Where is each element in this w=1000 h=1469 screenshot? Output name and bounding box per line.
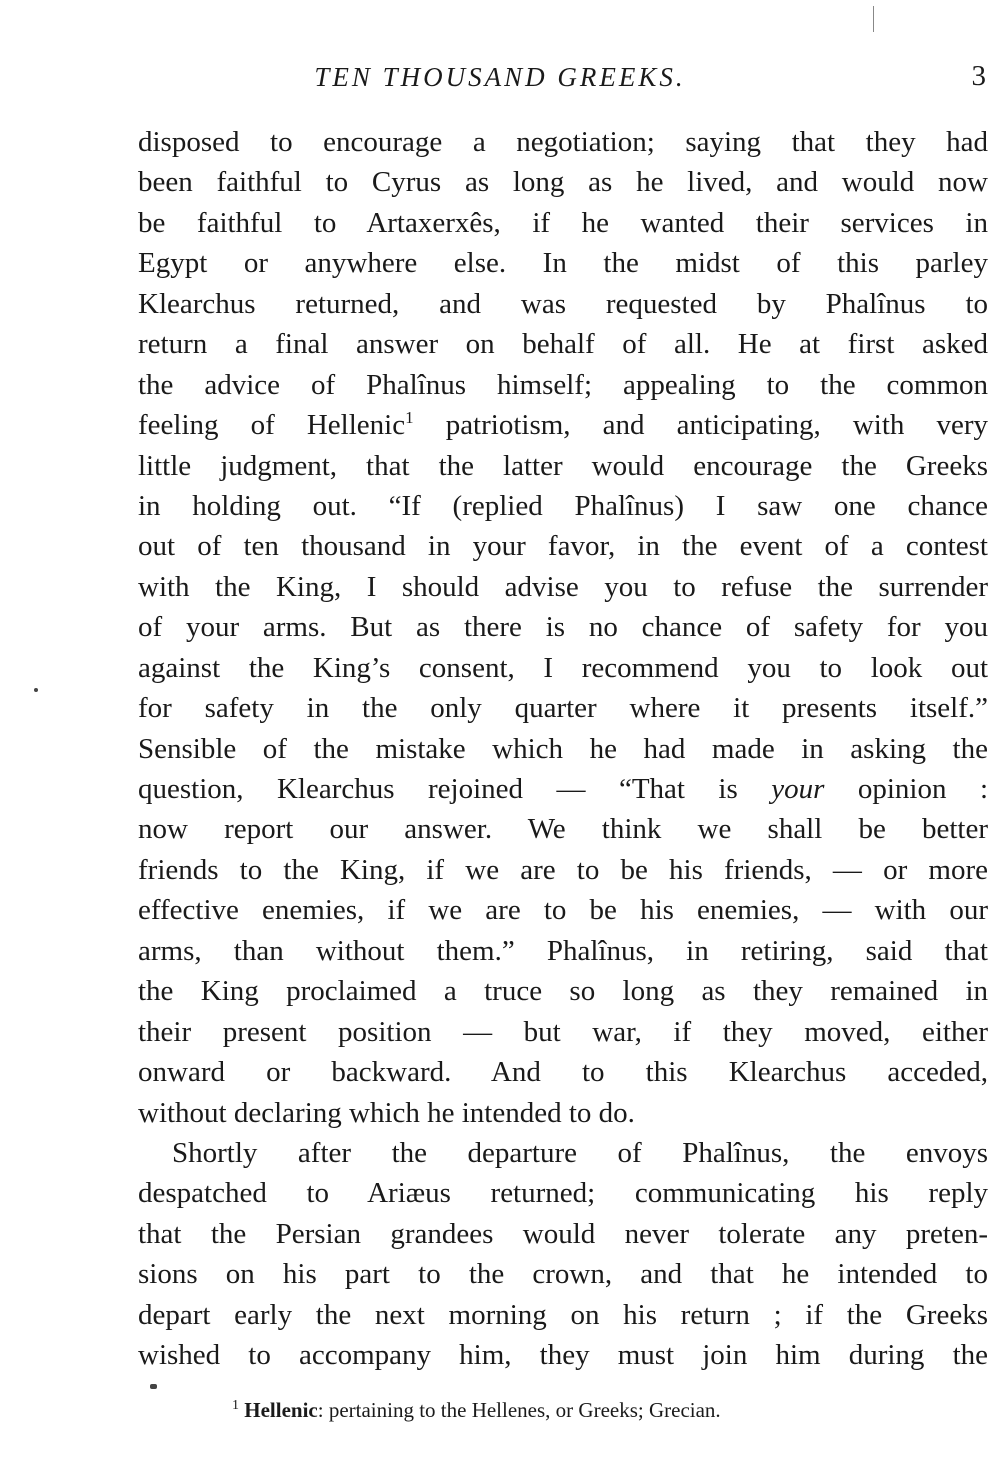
text-line: now report our answer. We think we shall be better (138, 813, 988, 846)
text-segment: feeling of Hellenic (138, 409, 406, 442)
text-line: with the King, I should advise you to refuse the surrender (138, 570, 988, 603)
text-line: the King proclaimed a truce so long as they remained in (138, 975, 988, 1008)
text-line: depart early the next morning on his return ; if the Greeks (138, 1298, 988, 1331)
text-line: the advice of Phalînus himself; appealing to the common (138, 368, 988, 401)
text-segment: patriotism, and anticipating, with very (445, 409, 989, 442)
running-title: TEN THOUSAND GREEKS. (314, 62, 686, 92)
text-line: effective enemies, if we are to be his enemies, — with our (138, 894, 988, 927)
text-line: of your arms. But as there is no chance of safety for you (138, 611, 988, 644)
text-line: out of ten thousand in your favor, in the event of a contest (138, 530, 988, 563)
text-line: for safety in the only quarter where it presents itself.” (138, 692, 988, 725)
text-line: disposed to encourage a negotiation; saying that they had (138, 126, 988, 158)
text-segment: question, Klearchus rejoined — “That is (138, 773, 738, 805)
text-line: that the Persian grandees would never tolerate any preten- (138, 1217, 988, 1250)
text-line: in holding out. “If (replied Phalînus) I saw one chance (138, 489, 988, 522)
text-line: wished to accompany him, they must join him during the (138, 1339, 988, 1372)
italic-word: your (771, 773, 825, 805)
text-line: without declaring which he intended to do. (138, 1096, 635, 1129)
text-line: despatched to Ariæus returned; communicating his reply (138, 1177, 988, 1210)
scan-speck (150, 1384, 157, 1389)
text-line: return a final answer on behalf of all. He at first asked (138, 328, 988, 361)
running-head (0, 60, 1000, 100)
text-line (138, 769, 988, 809)
page-number: 3 (971, 60, 986, 92)
text-line: arms, than without them.” Phalînus, in retiring, said that (138, 934, 988, 967)
text-line: be faithful to Artaxerxês, if he wanted their services in (138, 206, 988, 239)
footnote-text: : pertaining to the Hellenes, or Greeks; Grecian. (317, 1398, 721, 1422)
footnote (232, 1398, 932, 1423)
text-line: Egypt or anywhere else. In the midst of this parley (138, 247, 988, 280)
text-line: against the King’s consent, I recommend you to look out (138, 651, 988, 684)
footnote-term: Hellenic (244, 1398, 318, 1422)
text-line: their present position — but war, if they moved, either (138, 1015, 988, 1048)
text-line: sions on his part to the crown, and that he intended to (138, 1258, 988, 1291)
body-text (138, 122, 988, 1376)
text-line (138, 405, 988, 445)
scan-speck (873, 6, 874, 32)
text-line: Shortly after the departure of Phalînus, the envoys (172, 1136, 988, 1169)
text-line: onward or backward. And to this Klearchus acceded, (138, 1056, 988, 1089)
text-line: little judgment, that the latter would encourage the Greeks (138, 449, 988, 482)
footnote-reference: 1 (405, 408, 414, 428)
text-line: been faithful to Cyrus as long as he lived, and would now (138, 166, 988, 199)
text-line: Sensible of the mistake which he had made in asking the (138, 732, 988, 765)
scan-speck (34, 688, 38, 692)
text-segment: opinion : (857, 773, 989, 805)
text-line: friends to the King, if we are to be his friends, — or more (138, 853, 988, 886)
text-line: Klearchus returned, and was requested by Phalînus to (138, 287, 988, 320)
footnote-number: 1 (232, 1398, 239, 1413)
